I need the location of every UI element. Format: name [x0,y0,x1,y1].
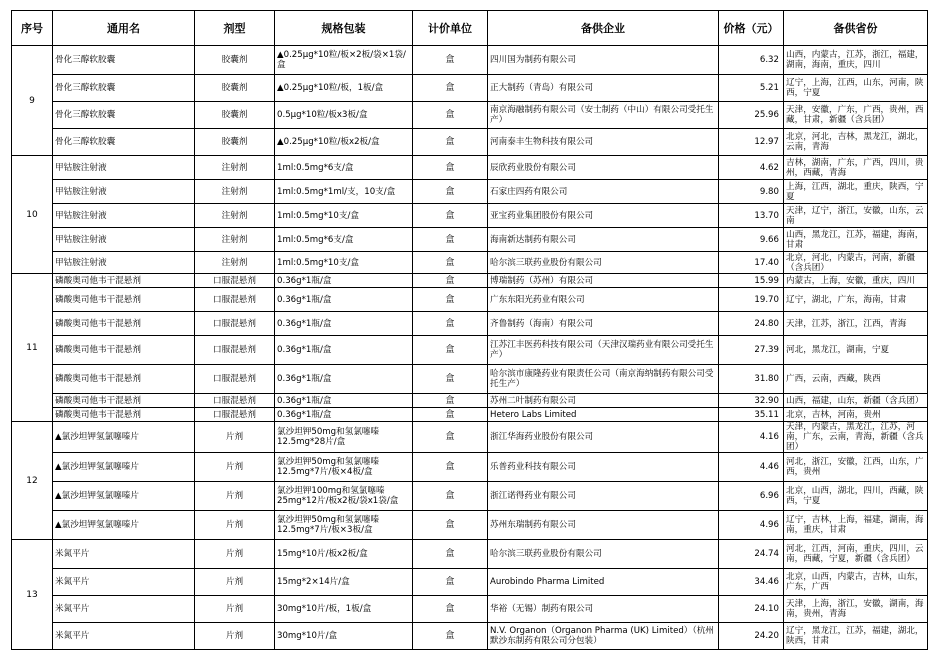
generic-name: 磷酸奥司他韦干混悬剂 [53,394,195,408]
generic-name: 骨化三醇软胶囊 [53,75,195,102]
group-seq: 13 [12,540,53,650]
pricing-unit: 盒 [413,540,488,569]
pricing-unit: 盒 [413,75,488,102]
price: 4.62 [719,156,784,180]
table-row [12,482,928,511]
supplier: 江苏江丰医药科技有限公司（天津汉瑞药业有限公司受托生产） [488,336,719,365]
price: 9.66 [719,228,784,252]
generic-name: 米氮平片 [53,623,195,650]
pricing-unit: 盒 [413,204,488,228]
provinces: 北京，河北，内蒙古，河南，新疆（含兵团） [784,252,928,274]
supplier: 哈尔滨三联药业股份有限公司 [488,252,719,274]
table-row [12,156,928,180]
header-supplier: 备供企业 [488,11,719,46]
generic-name: 骨化三醇软胶囊 [53,46,195,75]
provinces: 北京，山西，湖北，四川，西藏，陕西，宁夏 [784,482,928,511]
supplier: Aurobindo Pharma Limited [488,569,719,596]
supplier: 哈尔滨三联药业股份有限公司 [488,540,719,569]
header-seq: 序号 [12,11,53,46]
provinces: 辽宁，上海，江西，山东，河南，陕西，宁夏 [784,75,928,102]
table-row [12,623,928,650]
pricing-unit: 盒 [413,511,488,540]
provinces: 天津，内蒙古，黑龙江，江苏，河南，广东，云南，青海，新疆（含兵团） [784,422,928,453]
spec-package: 0.5μg*10粒/板x3板/盒 [275,102,413,129]
supplier: 河南泰丰生物科技有限公司 [488,129,719,156]
provinces: 北京，吉林，河南，贵州 [784,408,928,422]
supplier: 哈尔滨市康隆药业有限责任公司（南京海纳制药有限公司受托生产） [488,365,719,394]
generic-name: 磷酸奥司他韦干混悬剂 [53,312,195,336]
spec-package: 0.36g*1瓶/盒 [275,365,413,394]
provinces: 山西，黑龙江，江苏，福建，海南，甘肃 [784,228,928,252]
pricing-unit: 盒 [413,453,488,482]
dosage-form: 注射剂 [195,204,275,228]
pricing-unit: 盒 [413,102,488,129]
dosage-form: 口服混悬剂 [195,274,275,288]
dosage-form: 片剂 [195,569,275,596]
supplier: 四川国为制药有限公司 [488,46,719,75]
pricing-unit: 盒 [413,394,488,408]
price: 24.20 [719,623,784,650]
header-price: 价格（元） [719,11,784,46]
supplier: 亚宝药业集团股份有限公司 [488,204,719,228]
price: 9.80 [719,180,784,204]
price: 34.46 [719,569,784,596]
price: 31.80 [719,365,784,394]
spec-package: 1ml:0.5mg*6支/盒 [275,228,413,252]
dosage-form: 胶囊剂 [195,46,275,75]
table-row [12,228,928,252]
provinces: 辽宁，湖北，广东，海南，甘肃 [784,288,928,312]
spec-package: 30mg*10片/板，1板/盒 [275,596,413,623]
table-row [12,408,928,422]
table-row [12,312,928,336]
spec-package: 0.36g*1瓶/盒 [275,274,413,288]
price: 24.80 [719,312,784,336]
spec-package: ▲0.25μg*10粒/板×2板/袋×1袋/盒 [275,46,413,75]
pricing-unit: 盒 [413,46,488,75]
dosage-form: 口服混悬剂 [195,394,275,408]
pricing-unit: 盒 [413,228,488,252]
spec-package: 氯沙坦钾50mg和氢氯噻嗪12.5mg*28片/盒 [275,422,413,453]
provinces: 山西，福建，山东，新疆（含兵团） [784,394,928,408]
spec-package: 氯沙坦钾100mg和氢氯噻嗪25mg*12片/板x2板/袋x1袋/盒 [275,482,413,511]
table-row [12,75,928,102]
supplier: Hetero Labs Limited [488,408,719,422]
dosage-form: 注射剂 [195,180,275,204]
spec-package: 0.36g*1瓶/盒 [275,408,413,422]
pricing-unit: 盒 [413,274,488,288]
provinces: 北京，河北，吉林，黑龙江，湖北，云南，青海 [784,129,928,156]
dosage-form: 注射剂 [195,252,275,274]
price: 35.11 [719,408,784,422]
table-row [12,540,928,569]
spec-package: 30mg*10片/盒 [275,623,413,650]
generic-name: 磷酸奥司他韦干混悬剂 [53,336,195,365]
price: 4.96 [719,511,784,540]
provinces: 上海，江西，湖北，重庆，陕西，宁夏 [784,180,928,204]
table-row [12,453,928,482]
table-row [12,365,928,394]
pricing-unit: 盒 [413,482,488,511]
generic-name: 甲钴胺注射液 [53,252,195,274]
spec-package: 0.36g*1瓶/盒 [275,288,413,312]
provinces: 北京，山西，内蒙古，吉林，山东，广东，广西 [784,569,928,596]
price: 4.16 [719,422,784,453]
price: 15.99 [719,274,784,288]
supplier: 南京海融制药有限公司（安士制药（中山）有限公司受托生产） [488,102,719,129]
provinces: 辽宁，吉林，上海，福建，湖南，海南，重庆，甘肃 [784,511,928,540]
table-row [12,274,928,288]
provinces: 广西，云南，西藏，陕西 [784,365,928,394]
supplier: 海南新达制药有限公司 [488,228,719,252]
header-spec-package: 规格包装 [275,11,413,46]
table-row [12,46,928,75]
pricing-unit: 盒 [413,336,488,365]
header-provinces: 备供省份 [784,11,928,46]
price: 6.96 [719,482,784,511]
dosage-form: 胶囊剂 [195,75,275,102]
price: 32.90 [719,394,784,408]
pricing-unit: 盒 [413,623,488,650]
header-generic-name: 通用名 [53,11,195,46]
table-row [12,288,928,312]
provinces: 天津，江苏，浙江，江西，青海 [784,312,928,336]
spec-package: 氯沙坦钾50mg和氢氯噻嗪12.5mg*7片/板×3板/盒 [275,511,413,540]
table-row [12,180,928,204]
price: 12.97 [719,129,784,156]
pricing-unit: 盒 [413,156,488,180]
dosage-form: 注射剂 [195,228,275,252]
dosage-form: 片剂 [195,453,275,482]
generic-name: 磷酸奥司他韦干混悬剂 [53,274,195,288]
generic-name: 甲钴胺注射液 [53,228,195,252]
dosage-form: 口服混悬剂 [195,365,275,394]
spec-package: 1ml:0.5mg*6支/盒 [275,156,413,180]
pricing-unit: 盒 [413,422,488,453]
spec-package: 1ml:0.5mg*1ml/支，10支/盒 [275,180,413,204]
provinces: 河北，浙江，安徽，江西，山东，广西，贵州 [784,453,928,482]
group-seq: 10 [12,156,53,274]
generic-name: ▲氯沙坦钾氢氯噻嗪片 [53,511,195,540]
supplier: 乐普药业科技有限公司 [488,453,719,482]
supplier: 博瑞制药（苏州）有限公司 [488,274,719,288]
supplier: 华裕（无锡）制药有限公司 [488,596,719,623]
table-row [12,252,928,274]
dosage-form: 口服混悬剂 [195,336,275,365]
price: 17.40 [719,252,784,274]
price: 27.39 [719,336,784,365]
table-row [12,204,928,228]
table-row [12,569,928,596]
header-pricing-unit: 计价单位 [413,11,488,46]
spec-package: 0.36g*1瓶/盒 [275,394,413,408]
dosage-form: 片剂 [195,540,275,569]
spec-package: ▲0.25μg*10粒/板，1板/盒 [275,75,413,102]
supplier: N.V. Organon（Organon Pharma (UK) Limited）（杭州默沙东制药有限公司分包装） [488,623,719,650]
price: 19.70 [719,288,784,312]
supplier: 正大制药（青岛）有限公司 [488,75,719,102]
pricing-unit: 盒 [413,596,488,623]
generic-name: 磷酸奥司他韦干混悬剂 [53,408,195,422]
generic-name: 磷酸奥司他韦干混悬剂 [53,365,195,394]
generic-name: ▲氯沙坦钾氢氯噻嗪片 [53,453,195,482]
spec-package: 1ml:0.5mg*10支/盒 [275,204,413,228]
dosage-form: 胶囊剂 [195,102,275,129]
price: 13.70 [719,204,784,228]
dosage-form: 口服混悬剂 [195,408,275,422]
group-seq: 12 [12,422,53,540]
generic-name: 甲钴胺注射液 [53,180,195,204]
generic-name: 骨化三醇软胶囊 [53,102,195,129]
spec-package: 0.36g*1瓶/盒 [275,312,413,336]
pricing-unit: 盒 [413,365,488,394]
dosage-form: 口服混悬剂 [195,288,275,312]
group-seq: 11 [12,274,53,422]
provinces: 山西，内蒙古，江苏，浙江，福建，湖南，海南，重庆，四川 [784,46,928,75]
pricing-unit: 盒 [413,129,488,156]
generic-name: 甲钴胺注射液 [53,156,195,180]
provinces: 河北，黑龙江，湖南，宁夏 [784,336,928,365]
table-row [12,129,928,156]
price: 6.32 [719,46,784,75]
drug-price-table-page [11,10,944,650]
table-row [12,596,928,623]
spec-package: 1ml:0.5mg*10支/盒 [275,252,413,274]
provinces: 辽宁，黑龙江，江苏，福建，湖北，陕西，甘肃 [784,623,928,650]
supplier: 苏州东瑞制药有限公司 [488,511,719,540]
supplier: 浙江华海药业股份有限公司 [488,422,719,453]
supplier: 广东东阳光药业有限公司 [488,288,719,312]
generic-name: 磷酸奥司他韦干混悬剂 [53,288,195,312]
table-header-row [12,11,928,46]
spec-package: ▲0.25μg*10粒/板x2板/盒 [275,129,413,156]
dosage-form: 片剂 [195,422,275,453]
price: 24.10 [719,596,784,623]
header-dosage-form: 剂型 [195,11,275,46]
dosage-form: 注射剂 [195,156,275,180]
supplier: 石家庄四药有限公司 [488,180,719,204]
generic-name: 米氮平片 [53,540,195,569]
dosage-form: 胶囊剂 [195,129,275,156]
provinces: 河北，江西，河南，重庆，四川，云南，西藏，宁夏，新疆（含兵团） [784,540,928,569]
generic-name: 甲钴胺注射液 [53,204,195,228]
price: 4.46 [719,453,784,482]
table-row [12,336,928,365]
table-row [12,394,928,408]
pricing-unit: 盒 [413,569,488,596]
supplier: 浙江诺得药业有限公司 [488,482,719,511]
price: 24.74 [719,540,784,569]
dosage-form: 片剂 [195,511,275,540]
pricing-unit: 盒 [413,288,488,312]
pricing-unit: 盒 [413,252,488,274]
spec-package: 15mg*10片/板x2板/盒 [275,540,413,569]
table-row [12,511,928,540]
generic-name: ▲氯沙坦钾氢氯噻嗪片 [53,482,195,511]
dosage-form: 片剂 [195,596,275,623]
provinces: 天津，安徽，广东，广西，贵州，西藏，甘肃，新疆（含兵团） [784,102,928,129]
drug-price-table [11,10,928,650]
pricing-unit: 盒 [413,408,488,422]
supplier: 苏州二叶制药有限公司 [488,394,719,408]
provinces: 吉林，湖南，广东，广西，四川，贵州，西藏，青海 [784,156,928,180]
provinces: 内蒙古，上海，安徽，重庆，四川 [784,274,928,288]
generic-name: 骨化三醇软胶囊 [53,129,195,156]
spec-package: 15mg*2×14片/盒 [275,569,413,596]
price: 25.96 [719,102,784,129]
table-row [12,422,928,453]
supplier: 齐鲁制药（海南）有限公司 [488,312,719,336]
dosage-form: 口服混悬剂 [195,312,275,336]
dosage-form: 片剂 [195,482,275,511]
table-row [12,102,928,129]
pricing-unit: 盒 [413,312,488,336]
dosage-form: 片剂 [195,623,275,650]
group-seq: 9 [12,46,53,156]
generic-name: 米氮平片 [53,569,195,596]
generic-name: ▲氯沙坦钾氢氯噻嗪片 [53,422,195,453]
pricing-unit: 盒 [413,180,488,204]
generic-name: 米氮平片 [53,596,195,623]
supplier: 辰欣药业股份有限公司 [488,156,719,180]
spec-package: 氯沙坦钾50mg和氢氯噻嗪12.5mg*7片/板×4板/盒 [275,453,413,482]
provinces: 天津，上海，浙江，安徽，湖南，海南，贵州，青海 [784,596,928,623]
provinces: 天津，辽宁，浙江，安徽，山东，云南 [784,204,928,228]
spec-package: 0.36g*1瓶/盒 [275,336,413,365]
price: 5.21 [719,75,784,102]
